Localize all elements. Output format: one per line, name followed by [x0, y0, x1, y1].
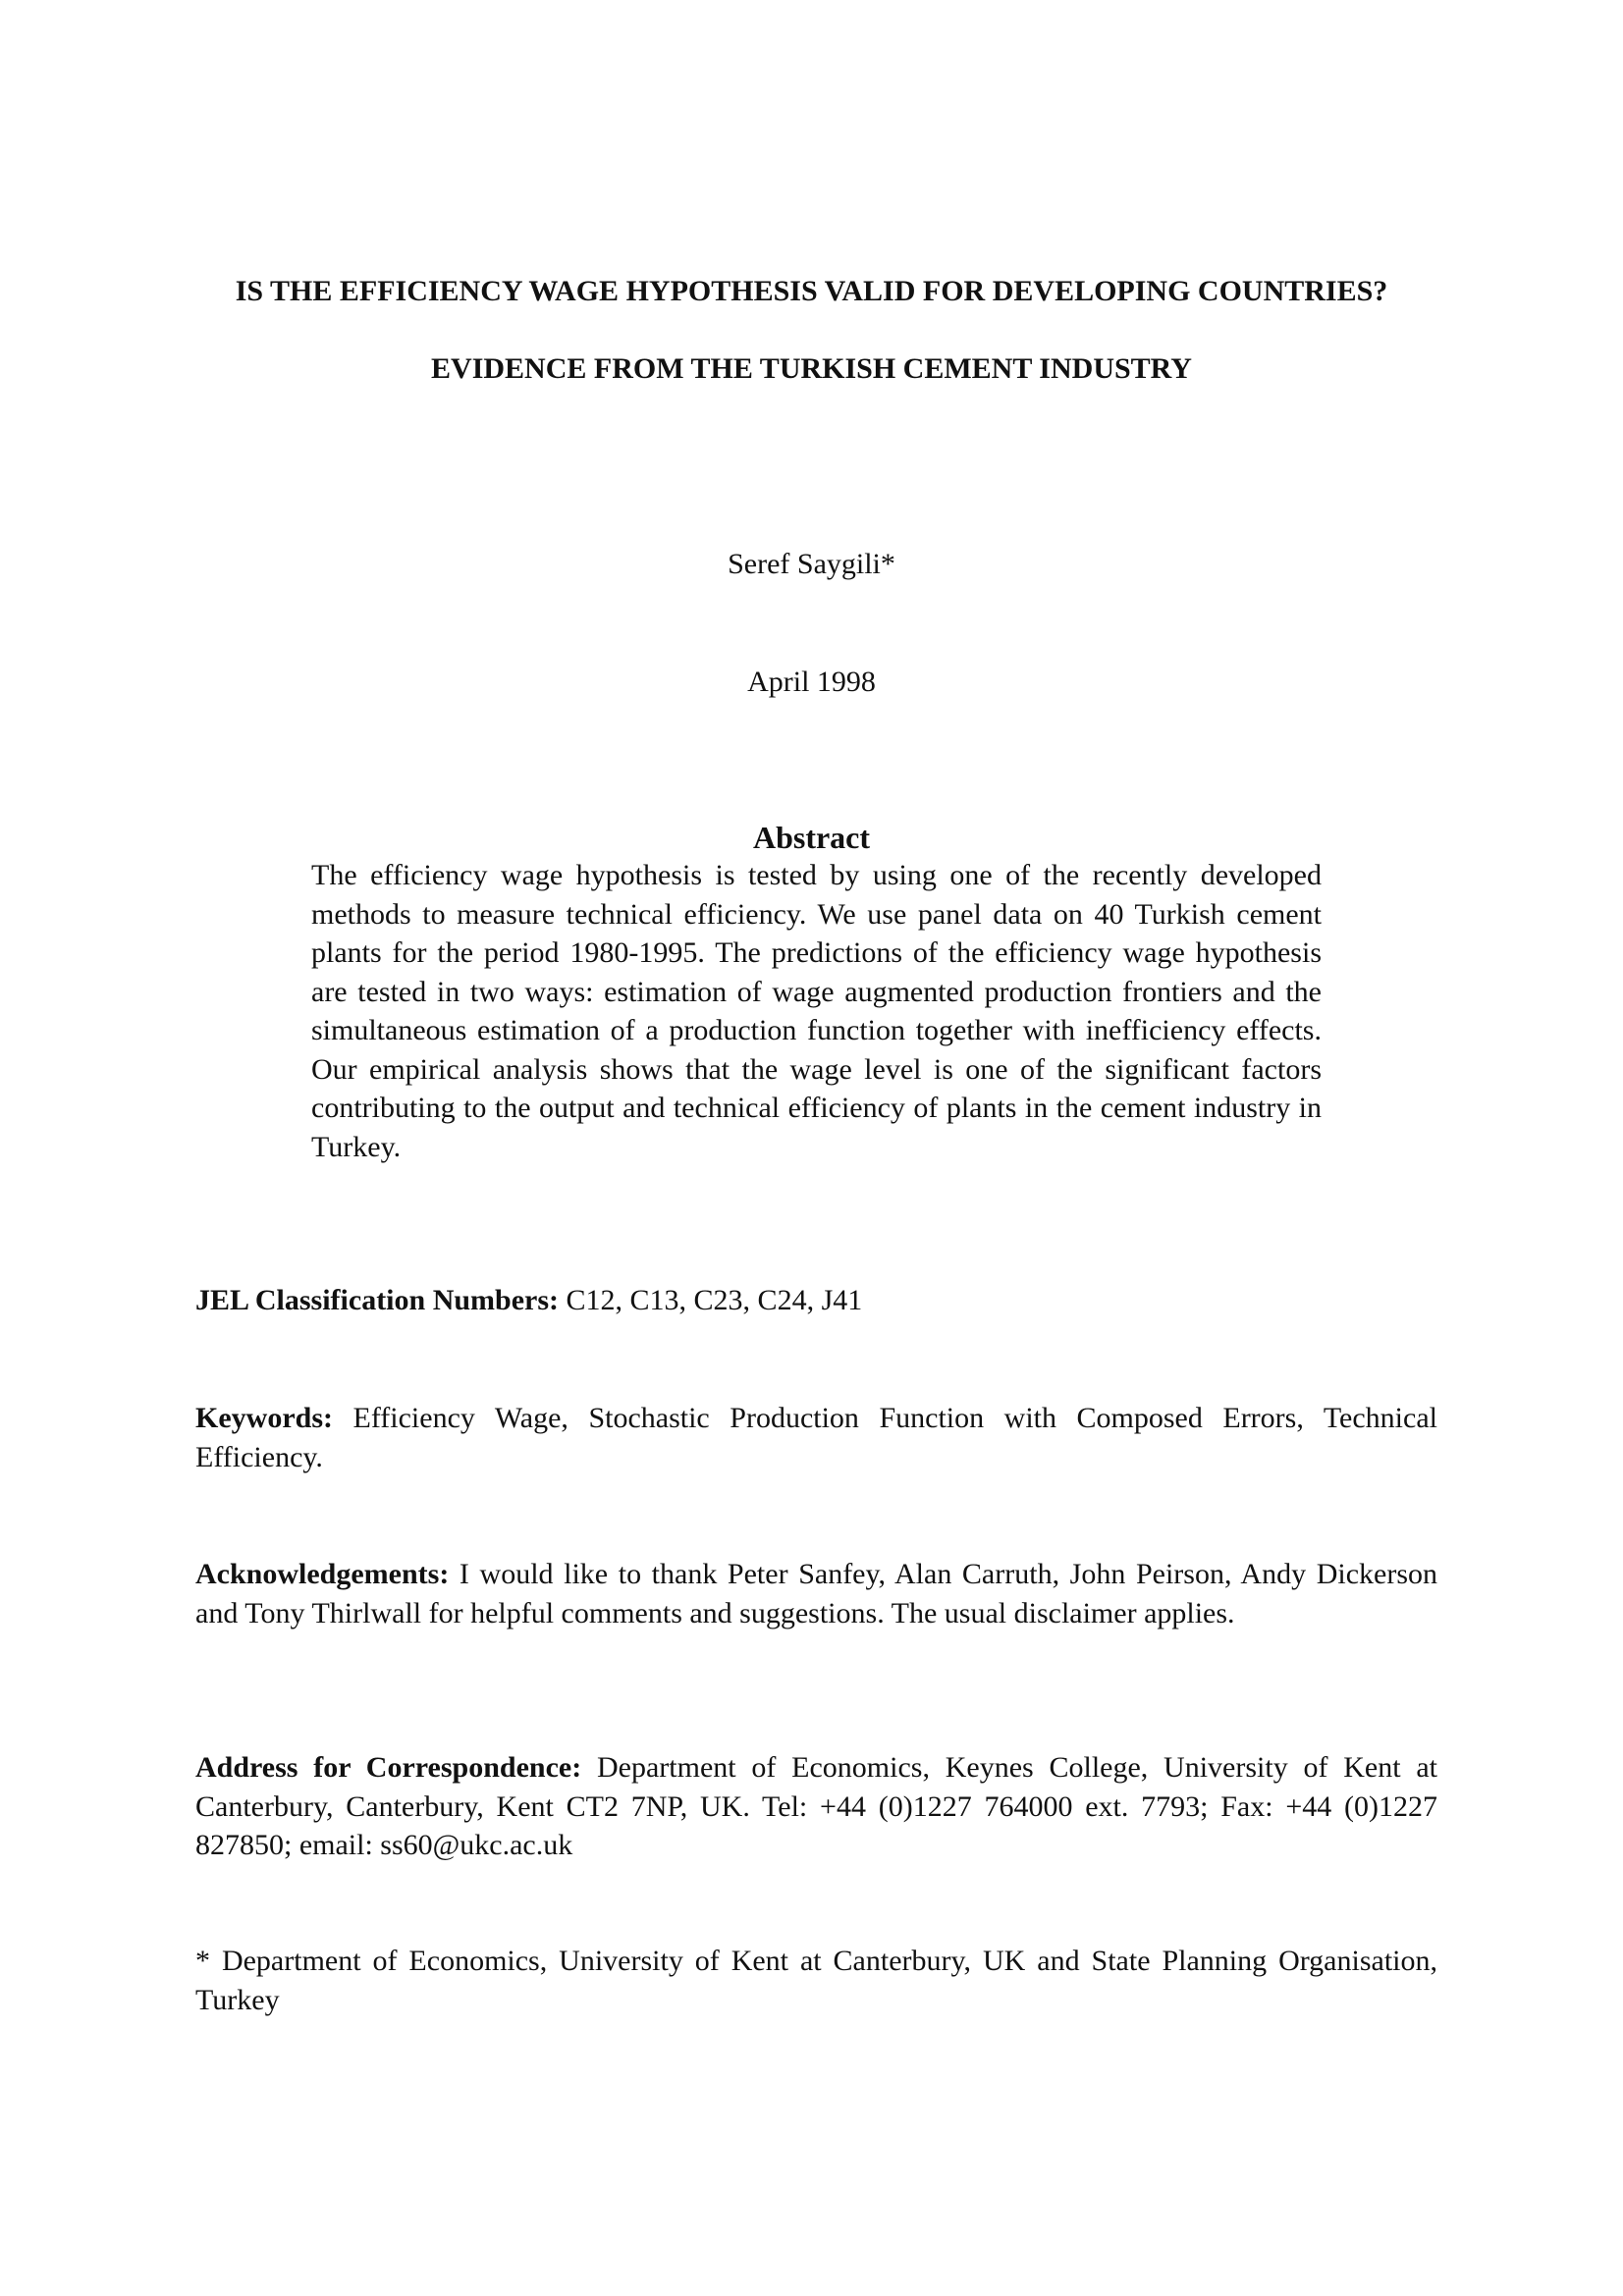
abstract-body: The efficiency wage hypothesis is tested by using one of the recently developed methods to measure technical efficiency. We use panel data on 40 Turkish cement plants for the period 1980-1995. The predictions of the efficiency wage hypothesis are tested in two ways: estimation of wage augmented production frontiers and the simultaneous estimation of a production function together with inefficiency effects. Our empirical analysis shows that the wage level is one of the significant factors contributing to the output and technical efficiency of plants in the cement industry in Turkey. [311, 859, 1322, 1163]
abstract-heading: Abstract [752, 820, 871, 855]
publication-date: April 1998 [747, 666, 876, 698]
keywords [195, 1399, 1437, 1476]
acknowledgements-text: I would like to thank Peter Sanfey, Alan Carruth, John Peirson, Andy Dickerson and Tony Thirlwall for helpful comments and suggestions. The usual disclaimer applies. [195, 1558, 1437, 1629]
address-label: Address for Correspondence: [195, 1751, 582, 1784]
acknowledgements-label: Acknowledgements: [195, 1558, 450, 1590]
jel-label: JEL Classification Numbers: [195, 1284, 560, 1316]
acknowledgements [195, 1555, 1437, 1632]
author-affiliation-footnote: * Department of Economics, University of Kent at Canterbury, UK and State Planning Organisation, Turkey [195, 1945, 1437, 2016]
correspondence-address [195, 1748, 1437, 1865]
keywords-label: Keywords: [195, 1402, 333, 1434]
paper-title-line-2: EVIDENCE FROM THE TURKISH CEMENT INDUSTRY [431, 352, 1192, 385]
jel-classification [195, 1281, 1437, 1320]
address-text: Department of Economics, Keynes College, University of Kent at Canterbury, Canterbury, Kent CT2 7NP, UK. Tel: +44 (0)1227 764000 ext. 7793; Fax: +44 (0)1227 827850; email: ss60@ukc.ac.uk [195, 1751, 1437, 1861]
paper-title-line-1: IS THE EFFICIENCY WAGE HYPOTHESIS VALID FOR DEVELOPING COUNTRIES? [235, 275, 1388, 307]
author-name: Seref Saygili* [728, 548, 895, 580]
jel-codes: C12, C13, C23, C24, J41 [559, 1284, 863, 1316]
keywords-text: Efficiency Wage, Stochastic Production Function with Composed Errors, Technical Efficiency. [195, 1402, 1437, 1473]
